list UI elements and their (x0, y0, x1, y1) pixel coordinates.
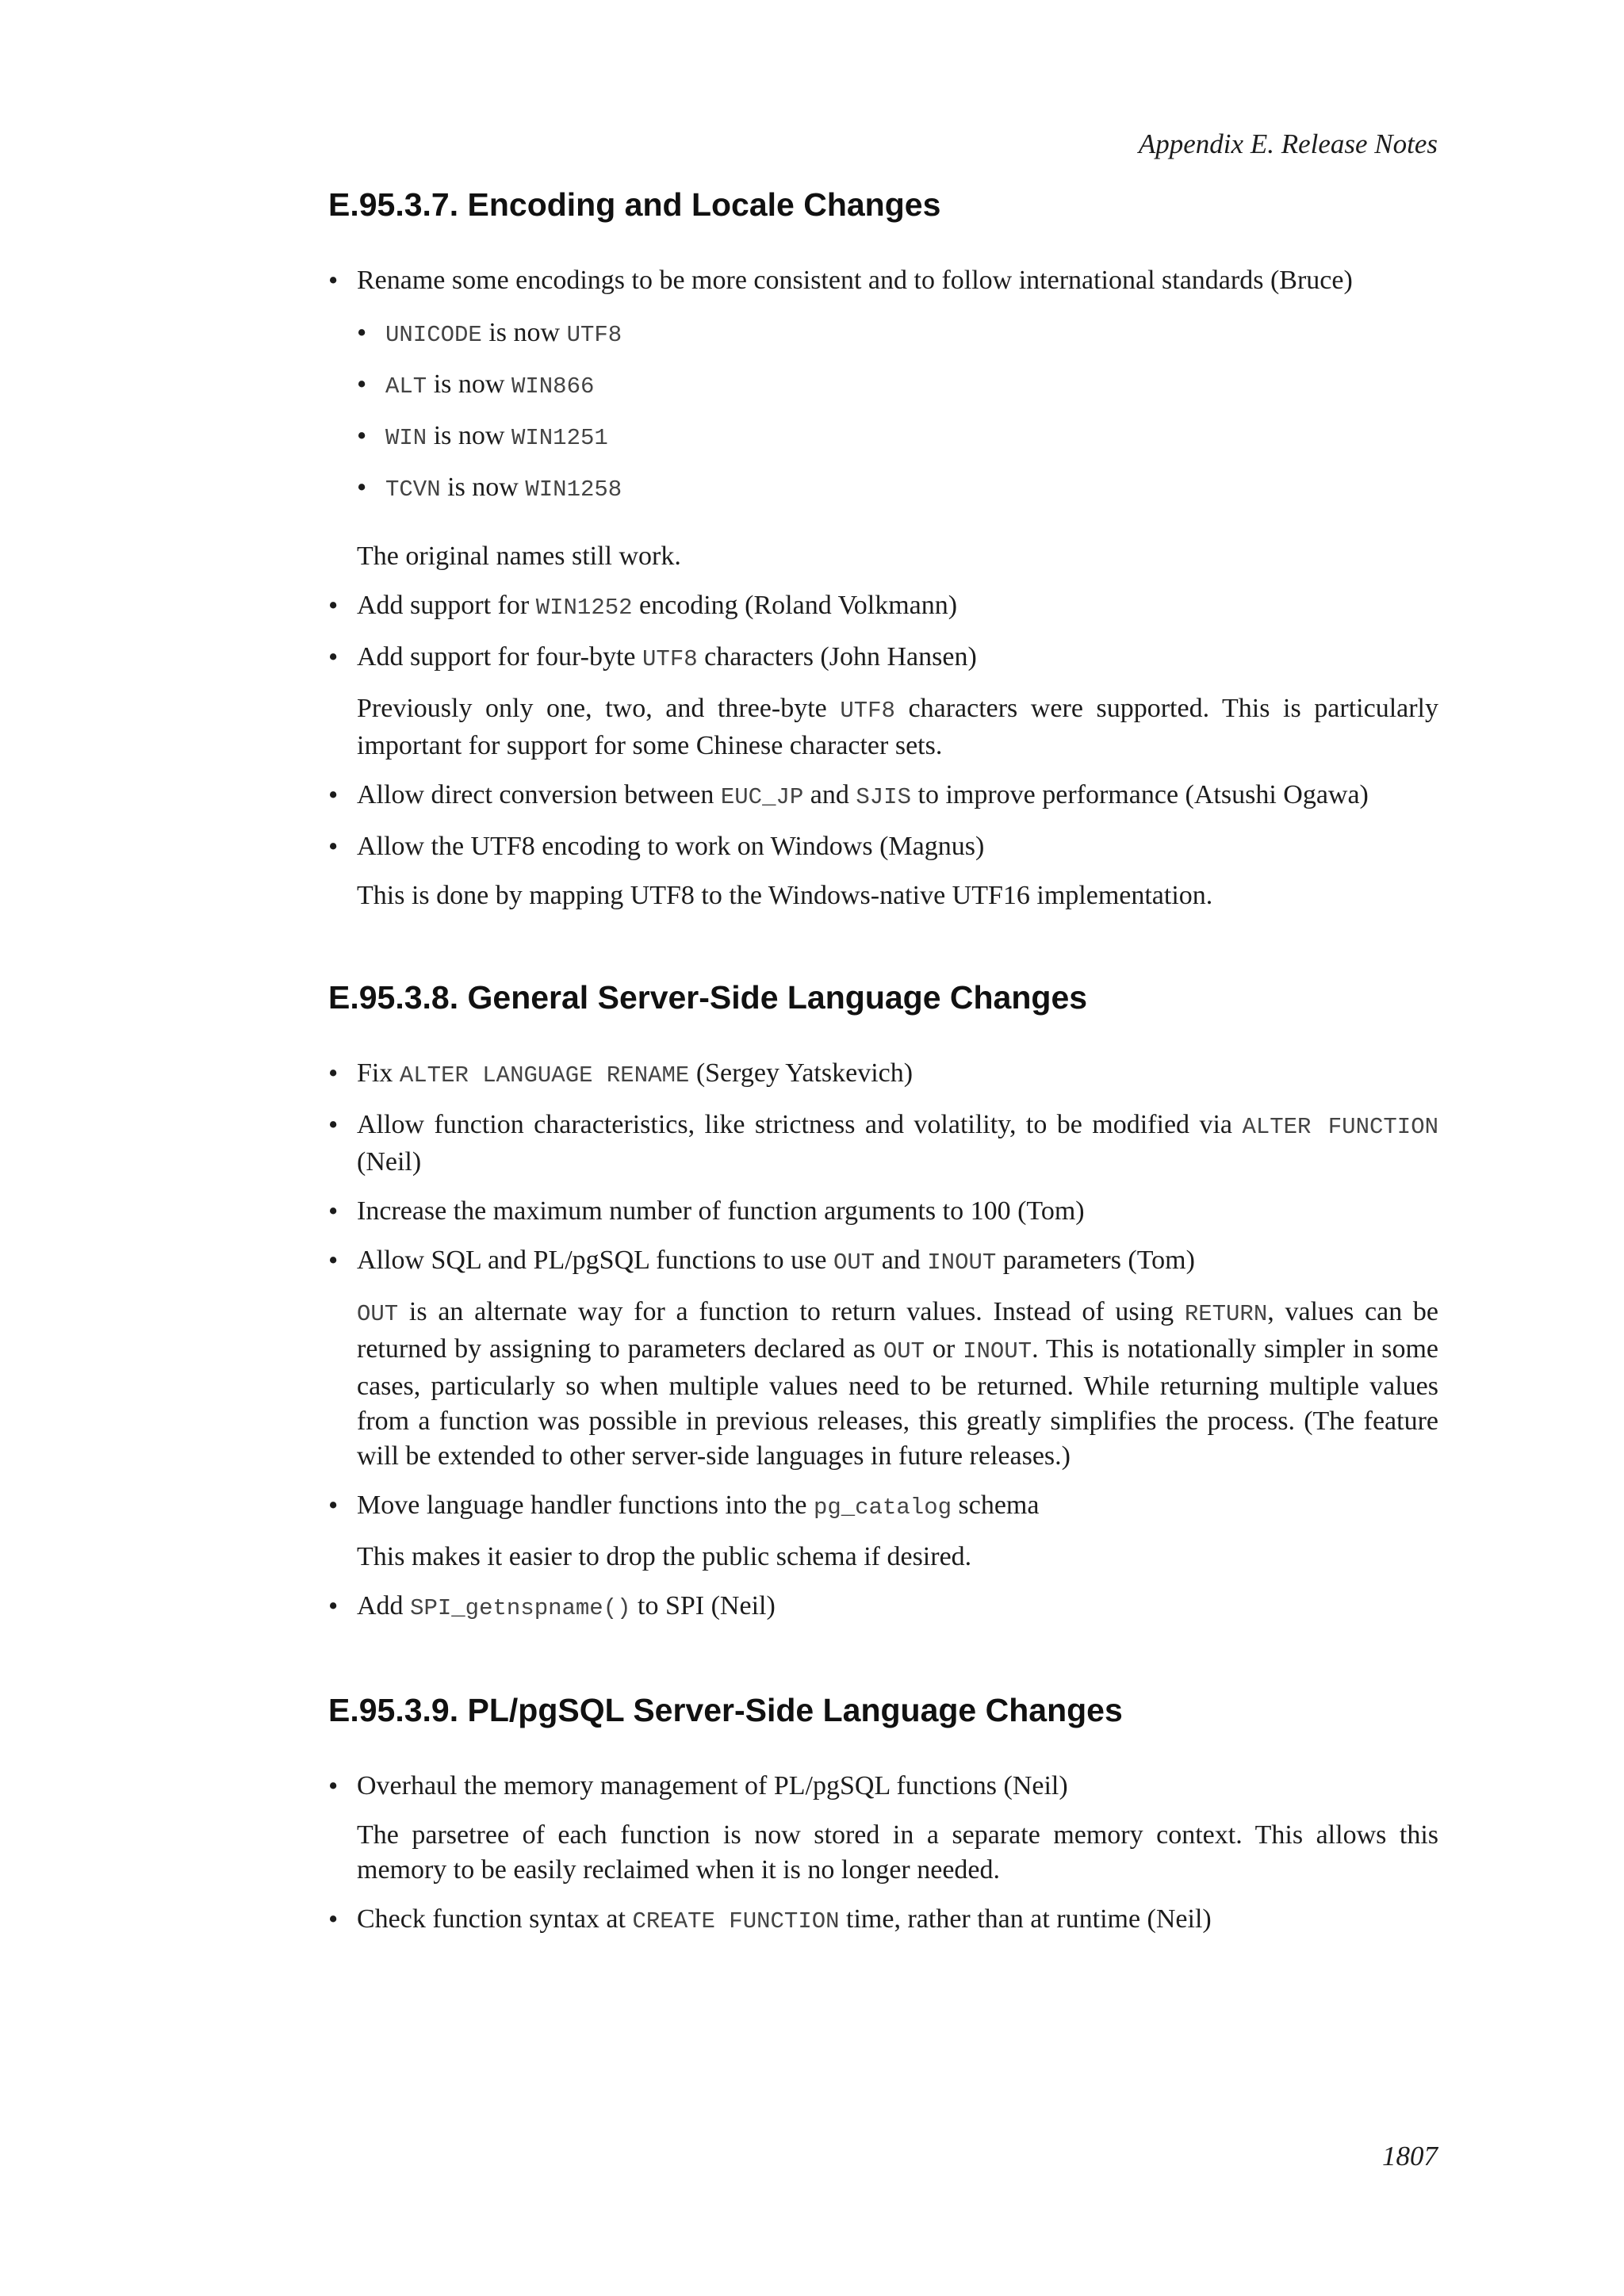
bullet-icon: • (328, 1245, 339, 1276)
running-header: Appendix E. Release Notes (1138, 128, 1438, 159)
note-paragraph: This makes it easier to drop the public schema if desired. (357, 1542, 972, 1571)
list-item: • Fix ALTER LANGUAGE RENAME (Sergey Yatskevich) (328, 1056, 1438, 1093)
list-item: • Allow SQL and PL/pgSQL functions to use OUT and INOUT parameters (Tom) OUT is an alternate way for a function to return values. Instead of using RETURN, values can be returned by assigning to parameters declared as OUT or INOUT. This is notationally simpler in some cases, particularly so when multiple values need to be returned. While returning multiple values from a function was possible in previous releases, this greatly simplifies the process. (The feature will be extended to other server-side languages in future releases.) (328, 1243, 1438, 1474)
list-item: • WIN is now WIN1251 (357, 419, 1438, 456)
page-number: 1807 (1382, 2141, 1438, 2172)
bullet-icon: • (328, 1590, 339, 1621)
bullet-icon: • (328, 1058, 339, 1089)
bullet-icon: • (328, 831, 339, 862)
bullet-icon: • (328, 641, 339, 672)
bullet-icon: • (357, 369, 367, 400)
bullet-icon: • (328, 1770, 339, 1801)
list-item: • Overhaul the memory management of PL/pgSQL functions (Neil) The parsetree of each function is now stored in a separate memory context. This allows this memory to be easily reclaimed when it is no longer needed. (328, 1769, 1438, 1888)
list-item: • Add support for four-byte UTF8 characters (John Hansen) Previously only one, two, and three-byte UTF8 characters were supported. This is particularly important for support for some Chinese character sets. (328, 640, 1438, 763)
plpgsql-changes-list (328, 1769, 1438, 1939)
note-paragraph: OUT is an alternate way for a function to return values. Instead of using RETURN, values can be returned by assigning to parameters declared as OUT or INOUT. This is notationally simpler in some cases, particularly so when multiple values need to be returned. While returning multiple values from a function was possible in previous releases, this greatly simplifies the process. (The feature will be extended to other server-side languages in future releases.) (357, 1297, 1438, 1471)
section-heading-server-side-language: E.95.3.8. General Server-Side Language Changes (328, 979, 1088, 1016)
bullet-icon: • (357, 317, 367, 348)
note-paragraph: The original names still work. (357, 541, 681, 571)
list-item: • Allow the UTF8 encoding to work on Windows (Magnus) This is done by mapping UTF8 to the Windows-native UTF16 implementation. (328, 829, 1438, 913)
page-content (328, 184, 1438, 1954)
bullet-icon: • (328, 265, 339, 296)
bullet-icon: • (328, 1490, 339, 1521)
list-item: • ALT is now WIN866 (357, 367, 1438, 404)
list-item: • Allow direct conversion between EUC_JP and SJIS to improve performance (Atsushi Ogawa) (328, 778, 1438, 815)
section-heading-encoding-locale: E.95.3.7. Encoding and Locale Changes (328, 186, 941, 223)
list-item: • Rename some encodings to be more consistent and to follow international standards (Bruce) • UNICODE is now UTF8 • ALT is now WIN866 • WIN is now WIN1251 • TCVN is now WIN1258 The original names still work. (328, 263, 1438, 574)
list-item: • Add SPI_getnspname() to SPI (Neil) (328, 1589, 1438, 1626)
renamed-encodings-list (357, 316, 1438, 507)
list-item: • Move language handler functions into the pg_catalog schema This makes it easier to drop the public schema if desired. (328, 1488, 1438, 1575)
bullet-icon: • (328, 779, 339, 810)
server-side-language-list (328, 1056, 1438, 1626)
list-item: • Add support for WIN1252 encoding (Roland Volkmann) (328, 588, 1438, 626)
bullet-icon: • (357, 420, 367, 451)
bullet-icon: • (328, 1904, 339, 1934)
note-paragraph: This is done by mapping UTF8 to the Windows-native UTF16 implementation. (357, 881, 1213, 910)
bullet-icon: • (357, 472, 367, 503)
bullet-icon: • (328, 590, 339, 621)
bullet-icon: • (328, 1109, 339, 1140)
section-heading-plpgsql-language: E.95.3.9. PL/pgSQL Server-Side Language Changes (328, 1692, 1123, 1728)
list-item: • Increase the maximum number of function arguments to 100 (Tom) (328, 1194, 1438, 1229)
list-item: • TCVN is now WIN1258 (357, 470, 1438, 507)
bullet-icon: • (328, 1196, 339, 1226)
list-item: • UNICODE is now UTF8 (357, 316, 1438, 353)
encoding-changes-list (328, 263, 1438, 913)
list-item: • Allow function characteristics, like strictness and volatility, to be modified via ALTER FUNCTION (Neil) (328, 1109, 1439, 1177)
list-item: • Check function syntax at CREATE FUNCTION time, rather than at runtime (Neil) (328, 1902, 1438, 1939)
note-paragraph: Previously only one, two, and three-byte UTF8 characters were supported. This is particularly important for support for some Chinese character sets. (357, 694, 1438, 760)
note-paragraph: The parsetree of each function is now stored in a separate memory context. This allows this memory to be easily reclaimed when it is no longer needed. (357, 1820, 1438, 1885)
